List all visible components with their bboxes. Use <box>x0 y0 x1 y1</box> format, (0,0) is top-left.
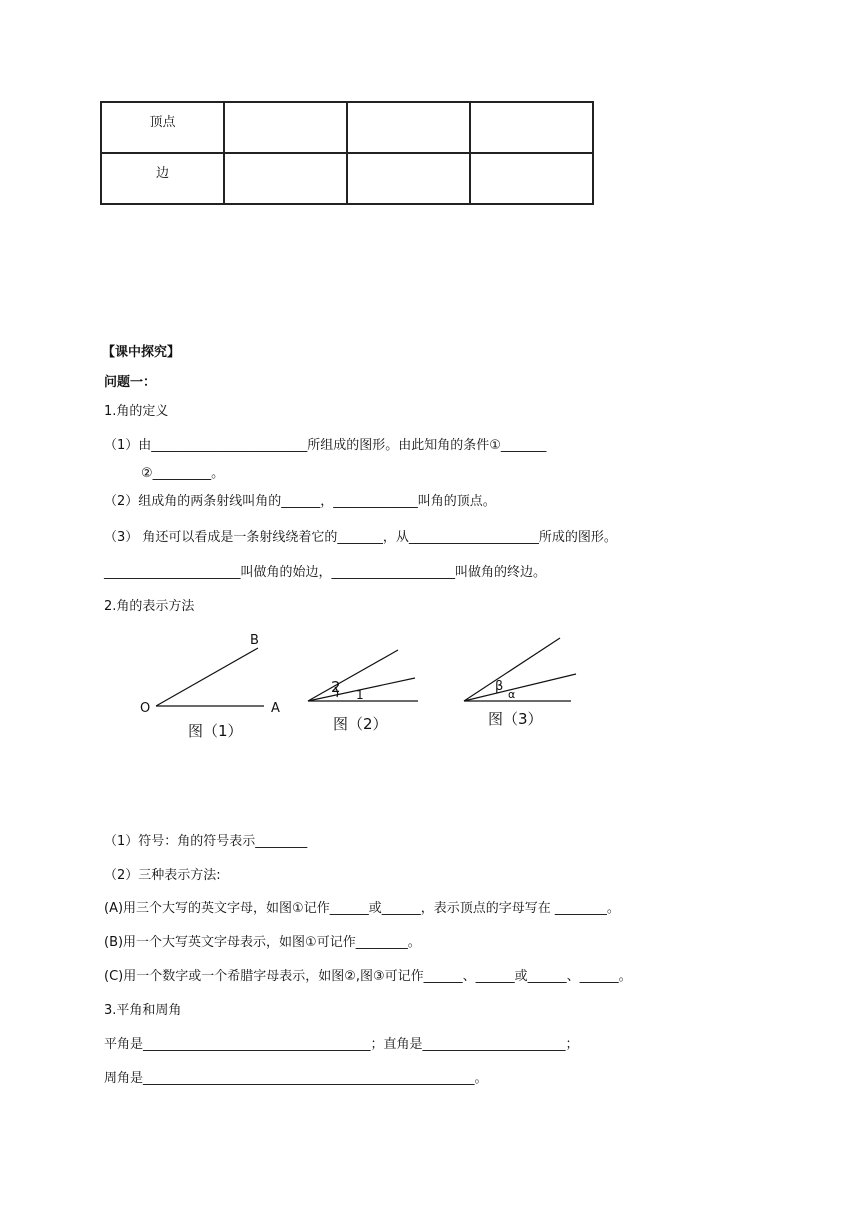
angle-number-2: 2 <box>331 678 341 696</box>
definition-line: （3） 角还可以看成是一条射线绕着它的_______，从____________________所成的图形。 <box>104 530 617 545</box>
figure-caption: 图（3） <box>488 710 543 728</box>
table-cell <box>347 102 470 153</box>
table-cell <box>224 153 347 204</box>
method-a-line: (A)用三个大写的英文字母，如图①记作______或______，表示顶点的字母写在 ________。 <box>104 901 620 916</box>
angle-alpha: α <box>508 688 516 701</box>
definition-line: （1）由________________________所组成的图形。由此知角的条件①_______ <box>104 438 547 453</box>
method-c-line: (C)用一个数字或一个希腊字母表示，如图②,图③可记作______、______或______、______。 <box>104 969 632 984</box>
point-label-o: O <box>140 701 151 716</box>
figure-3 <box>464 638 576 701</box>
item-title: 3.平角和周角 <box>104 1003 182 1018</box>
table-cell <box>470 102 593 153</box>
table-cell <box>470 153 593 204</box>
section-heading: 【课中探究】 <box>102 345 181 360</box>
full-angle-line: 周角是___________________________________________________。 <box>104 1071 488 1086</box>
methods-heading: （2）三种表示方法: <box>104 868 221 883</box>
definition-line: ②_________。 <box>141 466 225 481</box>
table-cell: 顶点 <box>101 102 224 153</box>
figure-1 <box>156 648 264 706</box>
angle-beta: β <box>495 679 504 694</box>
table-row <box>101 153 593 204</box>
table-row <box>101 102 593 153</box>
question-label: 问题一： <box>104 375 157 390</box>
item-title: 2.角的表示方法 <box>104 599 195 614</box>
angle-number-1: 1 <box>356 688 364 702</box>
table-cell <box>347 153 470 204</box>
figure-caption: 图（1） <box>188 722 243 740</box>
point-label-a: A <box>271 701 280 716</box>
symbol-line: （1）符号：角的符号表示________ <box>104 834 308 849</box>
item-title: 1.角的定义 <box>104 404 169 419</box>
flat-angle-line: 平角是___________________________________；直角是______________________； <box>104 1037 579 1052</box>
angle-figures <box>130 628 590 748</box>
table-cell: 边 <box>101 153 224 204</box>
method-b-line: (B)用一个大写英文字母表示，如图①可记作________。 <box>104 935 421 950</box>
point-label-b: B <box>250 633 259 648</box>
definition-line: _____________________叫做角的始边，___________________叫做角的终边。 <box>104 565 547 580</box>
figure-caption: 图（2） <box>333 715 388 733</box>
table-cell <box>224 102 347 153</box>
vertex-side-table <box>100 101 594 205</box>
definition-line: （2）组成角的两条射线叫角的______，_____________叫角的顶点。 <box>104 494 496 509</box>
